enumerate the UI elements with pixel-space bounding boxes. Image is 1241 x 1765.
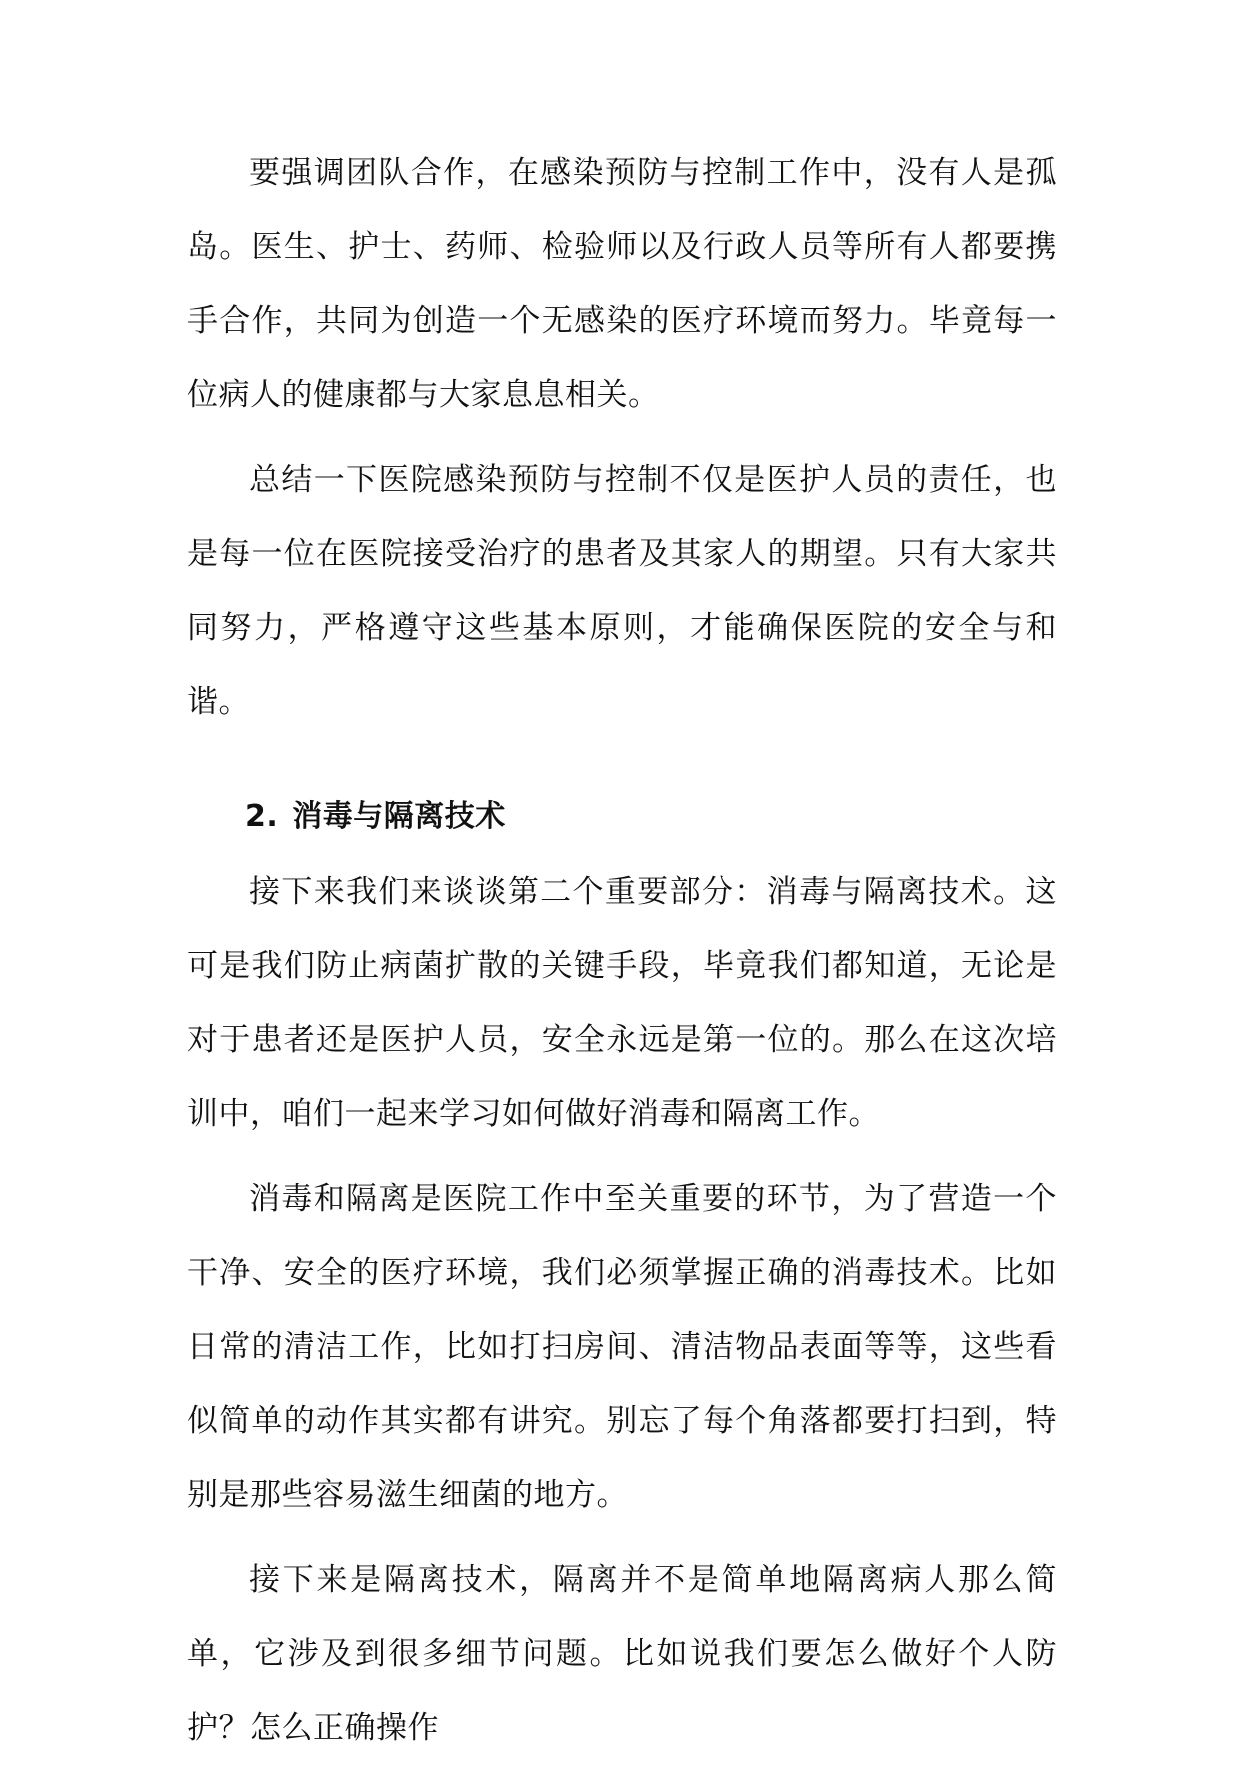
paragraph-teamwork: 要强调团队合作，在感染预防与控制工作中，没有人是孤岛。医生、护士、药师、检验师以及行政人员等所有人都要携手合作，共同为创造一个无感染的医疗环境而努力。毕竟每一位病人的健康都与大家息息相关。 (187, 155, 1057, 413)
section-title: 消毒与隔离技术 (292, 799, 506, 834)
paragraph-intro-disinfection: 接下来我们来谈谈第二个重要部分：消毒与隔离技术。这可是我们防止病菌扩散的关键手段，毕竟我们都知道，无论是对于患者还是医护人员，安全永远是第一位的。那么在这次培训中，咱们一起来学习如何做好消毒和隔离工作。 (187, 874, 1057, 1132)
paragraph-disinfection-technique: 消毒和隔离是医院工作中至关重要的环节，为了营造一个干净、安全的医疗环境，我们必须掌握正确的消毒技术。比如日常的清洁工作，比如打扫房间、清洁物品表面等等，这些看似简单的动作其实都有讲究。别忘了每个角落都要打扫到，特别是那些容易滋生细菌的地方。 (187, 1181, 1057, 1513)
paragraph-isolation-technique: 接下来是隔离技术，隔离并不是简单地隔离病人那么简单，它涉及到很多细节问题。比如说我们要怎么做好个人防护？怎么正确操作 (187, 1562, 1057, 1746)
paragraph-summary: 总结一下医院感染预防与控制不仅是医护人员的责任，也是每一位在医院接受治疗的患者及其家人的期望。只有大家共同努力，严格遵守这些基本原则，才能确保医院的安全与和谐。 (187, 462, 1057, 720)
document-page (187, 0, 1057, 1765)
section-number: 2. (245, 799, 279, 834)
section-heading (187, 780, 1057, 854)
